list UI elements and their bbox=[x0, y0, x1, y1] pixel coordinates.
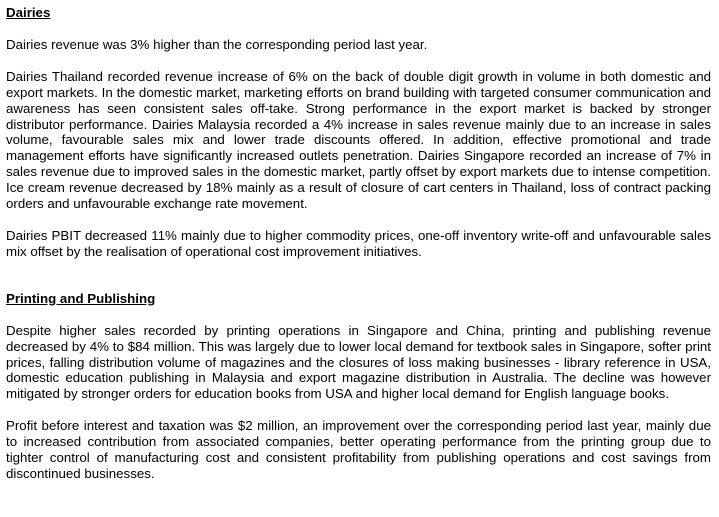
dairies-paragraph-1: Dairies revenue was 3% higher than the corresponding period last year. bbox=[6, 36, 428, 52]
printing-paragraph-1: Despite higher sales recorded by printing operations in Singapore and China, printing and publishing revenue decreased by 4% to $84 million. This was largely due to lower local demand for textbook sales in Singapore, softer print prices, falling distribution volume of magazines and the closures of loss making businesses - library reference in USA, domestic education publishing in Malaysia and export magazine distribution in Australia. The decline was however mitigated by stronger orders for education books from USA and higher local demand for English language books. bbox=[6, 322, 711, 402]
section-heading-printing-publishing: Printing and Publishing bbox=[6, 290, 156, 306]
printing-paragraph-2: Profit before interest and taxation was $2 million, an improvement over the corresponding period last year, mainly due to increased contribution from associated companies, better operating performance from the printing group due to tighter control of manufacturing cost and consistent profitability from publishing operations and cost savings from discontinued businesses. bbox=[6, 418, 711, 481]
dairies-paragraph-2: Dairies Thailand recorded revenue increase of 6% on the back of double digit growth in volume in both domestic and export markets. In the domestic market, marketing efforts on brand building with targeted consumer communication and awareness has seen consistent sales off-take. Strong performance in the export market is backed by stronger distributor performance. Dairies Malaysia recorded a 4% increase in sales revenue mainly due to an increase in sales volume, favourable sales mix and lower trade discounts offered. In addition, effective promotional and trade management efforts have significantly increased outlets penetration. Dairies Singapore recorded an increase of 7% in sales revenue due to improved sales in the domestic market, partly offset by export markets due to intense competition. Ice cream revenue decreased by 18% mainly as a result of closure of cart centers in Thailand, loss of contract packing orders and unfavourable exchange rate movement. bbox=[6, 68, 711, 212]
section-heading-dairies: Dairies bbox=[6, 5, 51, 20]
dairies-paragraph-3: Dairies PBIT decreased 11% mainly due to higher commodity prices, one-off inventory write-off and unfavourable sales mix offset by the realisation of operational cost improvement initiatives. bbox=[6, 227, 711, 259]
